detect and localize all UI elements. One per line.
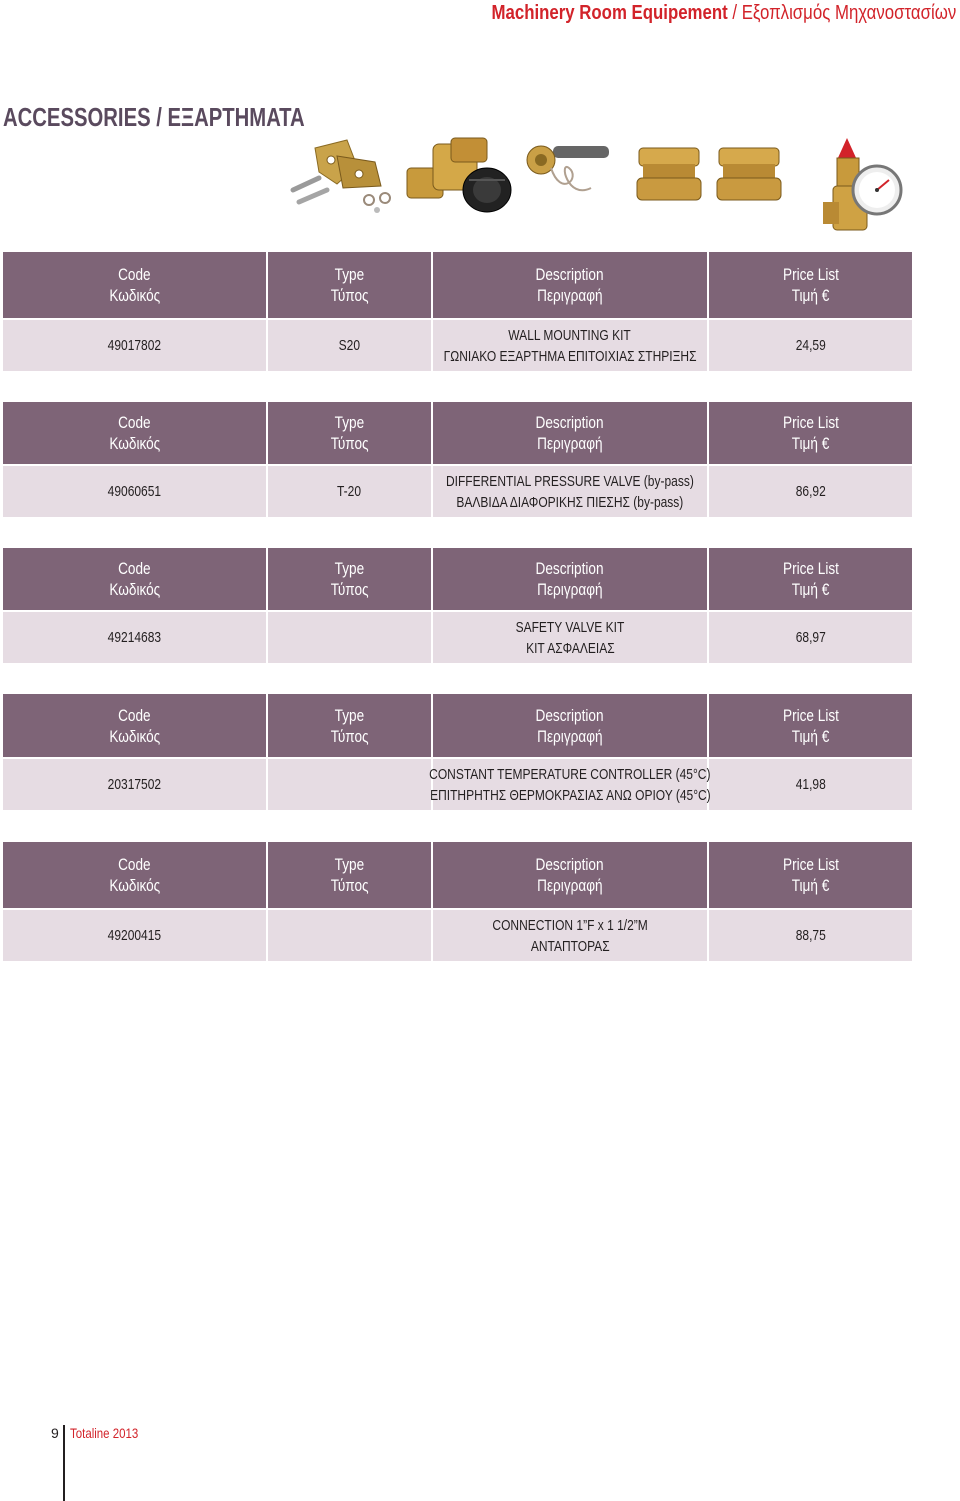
row-price: 68,97 xyxy=(795,629,826,646)
product-table-2 xyxy=(3,402,912,517)
row-description-gr: ΚΙΤ ΑΣΦΑΛΕΙΑΣ xyxy=(525,639,615,657)
header-price xyxy=(709,548,912,610)
row-type-cell xyxy=(268,908,433,961)
header-code-label: Code xyxy=(118,855,151,874)
footer-divider xyxy=(63,1425,65,1501)
header-title-en: Machinery Room Equipement xyxy=(491,2,728,24)
header-price-label-gr: Τιμή € xyxy=(791,580,830,599)
header-price-label-gr: Τιμή € xyxy=(791,286,830,305)
row-description-en: SAFETY VALVE KIT xyxy=(515,618,625,636)
row-price-cell xyxy=(709,610,912,663)
row-description-gr: ΒΑΛΒΙΔΑ ΔΙΑΦΟΡΙΚΗΣ ΠΙΕΣΗΣ (by-pass) xyxy=(456,493,684,511)
table-row xyxy=(3,464,912,517)
header-type-label-gr: Τύπος xyxy=(330,286,369,305)
header-price xyxy=(709,252,912,318)
header-code-label: Code xyxy=(118,559,151,578)
header-code xyxy=(3,842,268,908)
header-code xyxy=(3,694,268,757)
row-description-en: CONNECTION 1”F x 1 1/2”M xyxy=(492,916,648,934)
product-table-4 xyxy=(3,694,912,810)
header-type-label-gr: Τύπος xyxy=(330,726,369,746)
header-description-label-gr: Περιγραφή xyxy=(537,580,603,599)
row-price: 24,59 xyxy=(795,337,826,354)
header-price-label-gr: Τιμή € xyxy=(791,726,830,746)
header-title-gr: Εξοπλισμός Μηχανοστασίων xyxy=(741,2,956,24)
row-type-cell xyxy=(268,464,433,517)
footer-brand: Totaline 2013 xyxy=(70,1425,139,1441)
header-price-label: Price List xyxy=(782,559,839,578)
header-code xyxy=(3,548,268,610)
header-code xyxy=(3,402,268,464)
header-type-label: Type xyxy=(334,559,365,578)
header-code-label: Code xyxy=(118,413,151,432)
header-description-label: Description xyxy=(535,413,605,432)
header-type xyxy=(268,252,433,318)
row-type-cell xyxy=(268,610,433,663)
table-header-row xyxy=(3,548,912,610)
header-description-label-gr: Περιγραφή xyxy=(537,876,603,895)
row-code: 49214683 xyxy=(107,629,162,646)
row-description-cell xyxy=(433,610,709,663)
header-code-label-gr: Κωδικός xyxy=(109,434,160,453)
table-header-row xyxy=(3,252,912,318)
header-description xyxy=(433,252,709,318)
row-description-gr: ΓΩΝΙΑΚΟ ΕΞΑΡΤΗΜΑ ΕΠΙΤΟΙΧΙΑΣ ΣΤΗΡΙΞΗΣ xyxy=(443,347,697,365)
table-row xyxy=(3,757,912,810)
connection-fittings-image xyxy=(633,142,793,208)
header-type-label: Type xyxy=(334,855,365,874)
header-price xyxy=(709,842,912,908)
product-table-3 xyxy=(3,548,912,663)
row-code-cell xyxy=(3,908,268,961)
header-type xyxy=(268,842,433,908)
row-code-cell xyxy=(3,610,268,663)
row-description-cell xyxy=(429,757,711,810)
row-code: 49200415 xyxy=(107,927,162,944)
header-price-label-gr: Τιμή € xyxy=(791,434,830,453)
header-description-label: Description xyxy=(535,855,605,874)
row-price: 86,92 xyxy=(795,483,826,500)
header-description-label: Description xyxy=(535,705,605,725)
header-price xyxy=(709,402,912,464)
row-type-cell xyxy=(268,318,433,371)
header-code-label: Code xyxy=(118,265,151,284)
wall-mounting-kit-image xyxy=(285,136,403,216)
row-code: 20317502 xyxy=(107,776,162,793)
row-code: 49017802 xyxy=(107,337,162,354)
row-price-cell xyxy=(709,908,912,961)
header-type xyxy=(268,548,433,610)
header-price-label: Price List xyxy=(782,265,839,284)
row-price-cell xyxy=(709,757,912,810)
safety-valve-kit-image xyxy=(521,138,613,208)
header-price xyxy=(709,694,912,757)
header-description xyxy=(433,402,709,464)
row-code-cell xyxy=(3,757,268,810)
header-type-label-gr: Τύπος xyxy=(330,876,369,895)
header-code xyxy=(3,252,268,318)
header-price-label: Price List xyxy=(782,413,839,432)
header-type-label-gr: Τύπος xyxy=(330,580,369,599)
header-separator: / xyxy=(732,2,737,24)
product-images xyxy=(285,132,915,240)
product-table-5 xyxy=(3,842,912,961)
header-description xyxy=(433,548,709,610)
row-code-cell xyxy=(3,464,268,517)
row-code-cell xyxy=(3,318,268,371)
header-type xyxy=(268,694,433,757)
row-price-cell xyxy=(709,464,912,517)
table-row xyxy=(3,908,912,961)
row-price: 88,75 xyxy=(795,927,826,944)
header-description xyxy=(433,694,709,757)
row-code: 49060651 xyxy=(107,483,162,500)
row-description-gr: ΑΝΤΑΠΤΟΡΑΣ xyxy=(530,937,610,955)
row-type: T-20 xyxy=(337,483,362,500)
header-price-label-gr: Τιμή € xyxy=(791,876,830,895)
header-type-label: Type xyxy=(334,705,365,725)
header-code-label-gr: Κωδικός xyxy=(109,286,160,305)
table-header-row xyxy=(3,842,912,908)
header-description-label: Description xyxy=(535,559,605,578)
header-description-label-gr: Περιγραφή xyxy=(537,434,603,453)
product-table-1 xyxy=(3,252,912,371)
header-type-label-gr: Τύπος xyxy=(330,434,369,453)
table-row xyxy=(3,318,912,371)
row-description-cell xyxy=(433,908,709,961)
page-number: 9 xyxy=(51,1425,59,1441)
row-description-en: DIFFERENTIAL PRESSURE VALVE (by-pass) xyxy=(446,472,694,490)
row-price-cell xyxy=(709,318,912,371)
table-header-row xyxy=(3,402,912,464)
row-type-cell xyxy=(268,757,433,810)
header-description-label: Description xyxy=(535,265,605,284)
header-price-label: Price List xyxy=(782,705,839,725)
row-description-en: CONSTANT TEMPERATURE CONTROLLER (45°C) xyxy=(429,765,711,783)
row-description-gr: ΕΠΙΤΗΡΗΤΗΣ ΘΕΡΜΟΚΡΑΣΙΑΣ ΑΝΩ ΟΡΙΟΥ (45°C) xyxy=(429,786,711,804)
header-code-label-gr: Κωδικός xyxy=(109,580,160,599)
header-type-label: Type xyxy=(334,265,365,284)
header-description-label-gr: Περιγραφή xyxy=(537,286,603,305)
table-row xyxy=(3,610,912,663)
row-description-cell xyxy=(433,318,709,371)
row-price: 41,98 xyxy=(795,776,826,793)
header-description-label-gr: Περιγραφή xyxy=(537,726,603,746)
row-description-en: WALL MOUNTING KIT xyxy=(508,326,632,344)
row-type: S20 xyxy=(338,337,361,354)
safety-group-gauge-image xyxy=(815,132,907,236)
pressure-valve-image xyxy=(403,134,513,216)
header-description xyxy=(433,842,709,908)
header-code-label-gr: Κωδικός xyxy=(109,876,160,895)
row-description-cell xyxy=(433,464,709,517)
header-code-label: Code xyxy=(118,705,151,725)
header-type-label: Type xyxy=(334,413,365,432)
section-title: ACCESSORIES / ΕΞΑΡΤΗΜΑΤΑ xyxy=(3,102,305,132)
header-type xyxy=(268,402,433,464)
table-header-row xyxy=(3,694,912,757)
header-code-label-gr: Κωδικός xyxy=(109,726,160,746)
header-price-label: Price List xyxy=(782,855,839,874)
page-header xyxy=(491,2,956,25)
